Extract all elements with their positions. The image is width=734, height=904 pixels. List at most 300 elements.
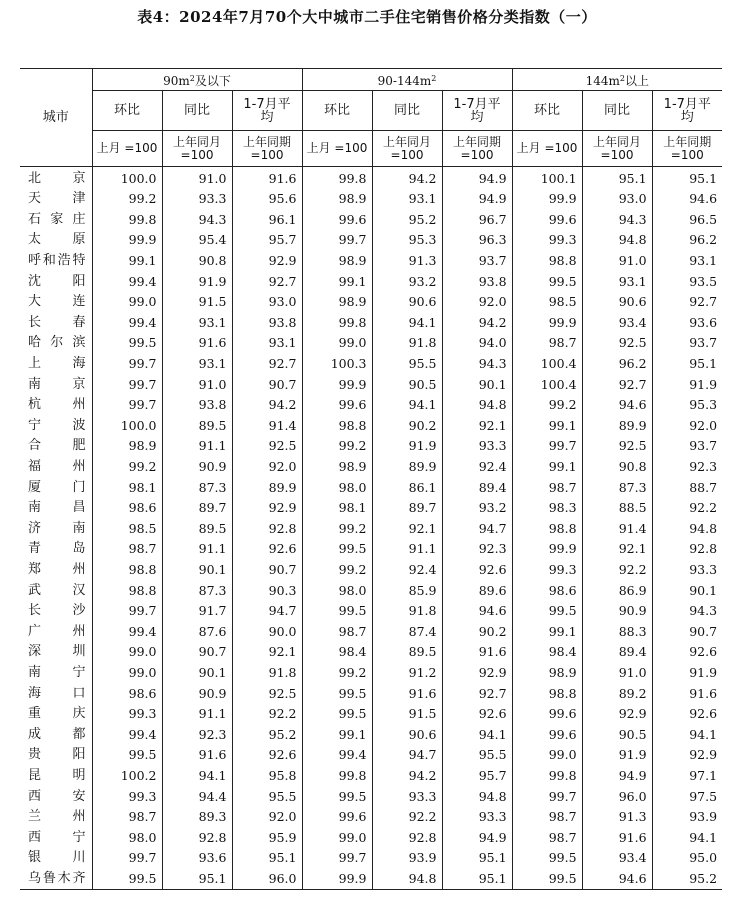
index-value: 89.5 <box>372 642 442 663</box>
index-value: 94.4 <box>162 786 232 807</box>
index-value: 91.9 <box>162 271 232 292</box>
table-row <box>20 333 722 354</box>
city-name: 天津 <box>28 191 86 207</box>
index-value: 90.6 <box>372 724 442 745</box>
index-value: 92.0 <box>232 457 302 478</box>
city-name: 南昌 <box>28 500 86 516</box>
city-name: 银川 <box>28 850 86 866</box>
sub-header-cell: 1-7月平均 <box>652 91 722 131</box>
index-value: 99.5 <box>512 601 582 622</box>
index-value: 95.5 <box>442 745 512 766</box>
index-value: 95.1 <box>652 167 722 190</box>
index-value: 93.7 <box>442 251 512 272</box>
index-value: 92.6 <box>442 560 512 581</box>
table-row <box>20 580 722 601</box>
index-value: 91.0 <box>582 251 652 272</box>
index-value: 99.3 <box>92 704 162 725</box>
table-row <box>20 827 722 848</box>
table-row <box>20 477 722 498</box>
index-value: 99.7 <box>92 848 162 869</box>
index-value: 98.7 <box>92 807 162 828</box>
index-value: 99.2 <box>512 395 582 416</box>
index-value: 93.5 <box>652 271 722 292</box>
index-value: 94.8 <box>652 519 722 540</box>
city-name: 济南 <box>28 520 86 536</box>
index-value: 99.0 <box>92 292 162 313</box>
index-value: 98.7 <box>512 827 582 848</box>
index-value: 92.0 <box>232 807 302 828</box>
index-value: 92.2 <box>232 704 302 725</box>
index-value: 95.8 <box>232 766 302 787</box>
index-value: 98.3 <box>512 498 582 519</box>
city-name: 上海 <box>28 356 86 372</box>
index-value: 94.1 <box>162 766 232 787</box>
index-value: 93.1 <box>232 333 302 354</box>
index-value: 87.3 <box>582 477 652 498</box>
sub-header-cell: 环比 <box>512 91 582 131</box>
index-value: 94.6 <box>442 601 512 622</box>
index-value: 98.9 <box>302 292 372 313</box>
sub-header-cell: 同比 <box>162 91 232 131</box>
city-name: 大连 <box>28 294 86 310</box>
index-value: 99.9 <box>302 869 372 890</box>
sub-header-cell: 同比 <box>582 91 652 131</box>
city-name: 乌鲁木齐 <box>20 869 92 890</box>
index-value: 94.9 <box>442 827 512 848</box>
index-value: 94.2 <box>372 167 442 190</box>
index-value: 90.1 <box>162 663 232 684</box>
index-value: 99.0 <box>302 827 372 848</box>
city-name: 宁波 <box>28 417 86 433</box>
index-value: 99.8 <box>302 766 372 787</box>
index-value: 86.9 <box>582 580 652 601</box>
index-value: 99.3 <box>92 786 162 807</box>
index-value: 99.5 <box>92 869 162 890</box>
index-value: 90.6 <box>582 292 652 313</box>
city-name: 厦门 <box>28 479 86 495</box>
index-value: 94.1 <box>372 313 442 334</box>
index-value: 93.9 <box>372 848 442 869</box>
index-value: 99.9 <box>92 230 162 251</box>
index-value: 91.4 <box>582 519 652 540</box>
index-value: 87.3 <box>162 477 232 498</box>
index-value: 91.8 <box>232 663 302 684</box>
table-row <box>20 807 722 828</box>
index-value: 96.2 <box>652 230 722 251</box>
index-value: 91.6 <box>232 167 302 190</box>
index-value: 95.5 <box>232 786 302 807</box>
index-value: 93.6 <box>652 313 722 334</box>
sub-header-cell: 环比 <box>302 91 372 131</box>
city-name: 武汉 <box>28 582 86 598</box>
index-value: 91.6 <box>442 642 512 663</box>
index-value: 98.7 <box>302 621 372 642</box>
table-row <box>20 354 722 375</box>
index-value: 93.7 <box>652 333 722 354</box>
city-name: 海口 <box>28 685 86 701</box>
index-value: 91.3 <box>582 807 652 828</box>
index-value: 92.8 <box>372 827 442 848</box>
index-value: 98.1 <box>92 477 162 498</box>
table-row <box>20 869 722 890</box>
index-value: 94.9 <box>582 766 652 787</box>
city-name: 青岛 <box>28 541 86 557</box>
index-value: 92.1 <box>372 519 442 540</box>
index-value: 91.1 <box>162 704 232 725</box>
table-row <box>20 724 722 745</box>
table-row <box>20 374 722 395</box>
index-value: 86.1 <box>372 477 442 498</box>
index-value: 92.2 <box>652 498 722 519</box>
index-value: 95.3 <box>652 395 722 416</box>
index-value: 98.6 <box>92 683 162 704</box>
index-value: 92.9 <box>582 704 652 725</box>
index-value: 94.0 <box>442 333 512 354</box>
index-value: 99.8 <box>302 313 372 334</box>
city-name: 合肥 <box>28 438 86 454</box>
index-value: 91.6 <box>582 827 652 848</box>
index-value: 91.0 <box>162 374 232 395</box>
index-value: 94.3 <box>582 210 652 231</box>
index-value: 98.0 <box>92 827 162 848</box>
index-value: 99.6 <box>302 210 372 231</box>
index-value: 92.1 <box>442 416 512 437</box>
index-value: 91.6 <box>162 745 232 766</box>
index-value: 95.4 <box>162 230 232 251</box>
index-value: 98.5 <box>92 519 162 540</box>
index-value: 99.8 <box>302 167 372 190</box>
index-value: 89.4 <box>582 642 652 663</box>
index-value: 93.2 <box>442 498 512 519</box>
index-value: 99.2 <box>302 560 372 581</box>
city-name: 贵阳 <box>28 747 86 763</box>
index-value: 98.4 <box>302 642 372 663</box>
index-value: 91.6 <box>372 683 442 704</box>
group-header-medium: $90-144m^2$ <box>302 69 512 91</box>
table-row <box>20 683 722 704</box>
index-value: 91.9 <box>582 745 652 766</box>
index-value: 91.1 <box>372 539 442 560</box>
index-value: 92.5 <box>232 683 302 704</box>
index-value: 95.1 <box>652 354 722 375</box>
table-row <box>20 539 722 560</box>
table-row <box>20 498 722 519</box>
index-value: 96.7 <box>442 210 512 231</box>
index-value: 91.8 <box>372 601 442 622</box>
table-row <box>20 786 722 807</box>
table-row <box>20 704 722 725</box>
index-value: 94.3 <box>652 601 722 622</box>
index-value: 88.7 <box>652 477 722 498</box>
index-value: 99.2 <box>302 519 372 540</box>
index-value: 98.7 <box>512 477 582 498</box>
index-value: 95.1 <box>162 869 232 890</box>
index-value: 99.4 <box>92 621 162 642</box>
city-name: 太原 <box>28 232 86 248</box>
table-row <box>20 457 722 478</box>
index-value: 98.8 <box>512 251 582 272</box>
index-value: 99.6 <box>512 704 582 725</box>
index-value: 92.0 <box>652 416 722 437</box>
index-value: 87.4 <box>372 621 442 642</box>
sub-header-cell: 同比 <box>372 91 442 131</box>
index-value: 91.6 <box>162 333 232 354</box>
index-value: 88.3 <box>582 621 652 642</box>
table-row <box>20 395 722 416</box>
city-name: 哈尔滨 <box>28 335 86 351</box>
city-name: 长春 <box>28 314 86 330</box>
index-value: 99.4 <box>92 724 162 745</box>
city-name: 成都 <box>28 726 86 742</box>
index-value: 97.5 <box>652 786 722 807</box>
index-value: 99.1 <box>512 621 582 642</box>
base-header-cell: 上年同期 =100 <box>652 131 722 167</box>
index-value: 99.7 <box>512 436 582 457</box>
index-value: 91.4 <box>232 416 302 437</box>
index-value: 95.1 <box>582 167 652 190</box>
index-value: 92.1 <box>232 642 302 663</box>
index-value: 91.7 <box>162 601 232 622</box>
index-value: 89.7 <box>372 498 442 519</box>
index-value: 91.9 <box>652 663 722 684</box>
index-value: 92.8 <box>162 827 232 848</box>
index-value: 96.1 <box>232 210 302 231</box>
index-value: 93.1 <box>162 354 232 375</box>
city-name: 呼和浩特 <box>28 253 86 269</box>
table-row <box>20 601 722 622</box>
index-value: 99.7 <box>302 230 372 251</box>
city-name: 沈阳 <box>28 273 86 289</box>
index-value: 99.7 <box>512 786 582 807</box>
table-row <box>20 167 722 190</box>
index-value: 99.8 <box>512 766 582 787</box>
table-row <box>20 560 722 581</box>
index-value: 93.1 <box>162 313 232 334</box>
index-value: 92.6 <box>652 704 722 725</box>
index-value: 99.6 <box>302 807 372 828</box>
index-value: 91.5 <box>162 292 232 313</box>
index-value: 95.1 <box>442 869 512 890</box>
index-value: 99.4 <box>302 745 372 766</box>
table-row <box>20 416 722 437</box>
index-value: 95.9 <box>232 827 302 848</box>
index-value: 91.3 <box>372 251 442 272</box>
index-value: 98.9 <box>302 189 372 210</box>
index-value: 89.3 <box>162 807 232 828</box>
sub-header-cell: 环比 <box>92 91 162 131</box>
index-value: 97.1 <box>652 766 722 787</box>
index-value: 94.1 <box>372 395 442 416</box>
table-row <box>20 519 722 540</box>
index-value: 99.4 <box>92 313 162 334</box>
index-value: 94.9 <box>442 189 512 210</box>
index-value: 100.1 <box>512 167 582 190</box>
index-value: 94.7 <box>232 601 302 622</box>
index-value: 93.8 <box>162 395 232 416</box>
base-header-cell: 上月 =100 <box>512 131 582 167</box>
index-value: 93.0 <box>232 292 302 313</box>
table-row <box>20 210 722 231</box>
index-value: 92.7 <box>652 292 722 313</box>
index-value: 91.1 <box>162 436 232 457</box>
index-value: 99.7 <box>92 354 162 375</box>
index-value: 99.5 <box>512 271 582 292</box>
index-value: 90.1 <box>652 580 722 601</box>
index-value: 90.9 <box>582 601 652 622</box>
index-value: 93.6 <box>162 848 232 869</box>
index-value: 99.0 <box>92 663 162 684</box>
sub-header-row <box>20 91 722 131</box>
index-value: 94.8 <box>582 230 652 251</box>
index-value: 94.6 <box>582 395 652 416</box>
base-header-cell: 上年同月 =100 <box>372 131 442 167</box>
index-value: 90.8 <box>582 457 652 478</box>
index-value: 92.5 <box>232 436 302 457</box>
index-value: 93.7 <box>652 436 722 457</box>
table-title: 表4：2024年7月70个大中城市二手住宅销售价格分类指数（一） <box>137 8 597 26</box>
index-value: 99.5 <box>512 848 582 869</box>
index-value: 99.7 <box>302 848 372 869</box>
table-row <box>20 436 722 457</box>
index-value: 92.4 <box>442 457 512 478</box>
index-value: 100.3 <box>302 354 372 375</box>
index-value: 92.9 <box>652 745 722 766</box>
index-value: 98.8 <box>512 683 582 704</box>
index-value: 91.0 <box>162 167 232 190</box>
index-value: 98.0 <box>302 477 372 498</box>
index-value: 98.7 <box>512 333 582 354</box>
index-value: 99.1 <box>512 416 582 437</box>
index-value: 94.7 <box>372 745 442 766</box>
index-value: 99.9 <box>512 189 582 210</box>
table-header <box>20 69 722 167</box>
index-value: 99.1 <box>302 724 372 745</box>
index-value: 94.8 <box>442 395 512 416</box>
index-value: 100.4 <box>512 354 582 375</box>
index-value: 91.8 <box>372 333 442 354</box>
index-value: 99.8 <box>92 210 162 231</box>
index-value: 99.9 <box>302 374 372 395</box>
city-name: 重庆 <box>28 706 86 722</box>
index-value: 93.4 <box>582 313 652 334</box>
table-row <box>20 292 722 313</box>
index-value: 91.5 <box>372 704 442 725</box>
index-value: 99.2 <box>302 663 372 684</box>
index-value: 95.0 <box>652 848 722 869</box>
index-value: 93.8 <box>442 271 512 292</box>
city-name: 昆明 <box>28 767 86 783</box>
index-value: 99.5 <box>302 683 372 704</box>
index-value: 93.0 <box>582 189 652 210</box>
index-value: 99.5 <box>302 704 372 725</box>
index-value: 92.1 <box>582 539 652 560</box>
index-value: 90.2 <box>442 621 512 642</box>
index-value: 98.6 <box>512 580 582 601</box>
table-row <box>20 271 722 292</box>
table-row <box>20 189 722 210</box>
index-value: 98.7 <box>512 807 582 828</box>
index-value: 89.9 <box>232 477 302 498</box>
city-name: 北京 <box>28 171 86 186</box>
index-value: 92.6 <box>652 642 722 663</box>
index-value: 92.6 <box>442 704 512 725</box>
city-name: 深圳 <box>28 644 86 660</box>
price-index-table <box>20 68 722 890</box>
index-value: 93.1 <box>652 251 722 272</box>
index-value: 95.7 <box>232 230 302 251</box>
index-value: 93.3 <box>162 189 232 210</box>
index-value: 89.2 <box>582 683 652 704</box>
table-body <box>20 167 722 890</box>
index-value: 92.7 <box>442 683 512 704</box>
index-value: 93.3 <box>442 436 512 457</box>
table-row <box>20 230 722 251</box>
index-value: 99.5 <box>92 333 162 354</box>
index-value: 99.7 <box>92 374 162 395</box>
index-value: 94.7 <box>442 519 512 540</box>
index-value: 90.5 <box>582 724 652 745</box>
index-value: 92.6 <box>232 745 302 766</box>
index-value: 94.8 <box>372 869 442 890</box>
index-value: 90.1 <box>442 374 512 395</box>
table-row <box>20 621 722 642</box>
index-value: 90.7 <box>232 560 302 581</box>
index-value: 92.4 <box>372 560 442 581</box>
index-value: 99.2 <box>92 457 162 478</box>
index-value: 100.2 <box>92 766 162 787</box>
index-value: 92.5 <box>582 333 652 354</box>
index-value: 99.5 <box>302 601 372 622</box>
index-value: 93.3 <box>442 807 512 828</box>
index-value: 98.7 <box>92 539 162 560</box>
index-value: 92.6 <box>232 539 302 560</box>
index-value: 95.2 <box>372 210 442 231</box>
index-value: 99.4 <box>92 271 162 292</box>
index-value: 96.5 <box>652 210 722 231</box>
city-name: 福州 <box>28 459 86 475</box>
table-row <box>20 251 722 272</box>
index-value: 96.0 <box>582 786 652 807</box>
index-value: 91.6 <box>652 683 722 704</box>
index-value: 94.2 <box>372 766 442 787</box>
index-value: 89.5 <box>162 519 232 540</box>
city-name: 石家庄 <box>28 211 86 227</box>
index-value: 90.2 <box>372 416 442 437</box>
sub-header-cell: 1-7月平均 <box>232 91 302 131</box>
index-value: 90.8 <box>162 251 232 272</box>
index-value: 91.9 <box>372 436 442 457</box>
index-value: 98.8 <box>92 560 162 581</box>
index-value: 93.2 <box>372 271 442 292</box>
index-value: 95.2 <box>652 869 722 890</box>
index-value: 99.6 <box>512 210 582 231</box>
index-value: 93.3 <box>652 560 722 581</box>
index-value: 93.3 <box>372 786 442 807</box>
index-value: 99.6 <box>512 724 582 745</box>
index-value: 92.3 <box>652 457 722 478</box>
city-name: 南京 <box>28 376 86 392</box>
index-value: 99.5 <box>302 539 372 560</box>
table-row <box>20 745 722 766</box>
base-header-cell: 上年同月 =100 <box>162 131 232 167</box>
index-value: 98.9 <box>302 251 372 272</box>
index-value: 99.2 <box>92 189 162 210</box>
index-value: 99.1 <box>512 457 582 478</box>
group-header-large: $144m^2$以上 <box>512 69 722 91</box>
index-value: 92.7 <box>232 354 302 375</box>
city-column-header: 城市 <box>20 69 92 167</box>
index-value: 85.9 <box>372 580 442 601</box>
